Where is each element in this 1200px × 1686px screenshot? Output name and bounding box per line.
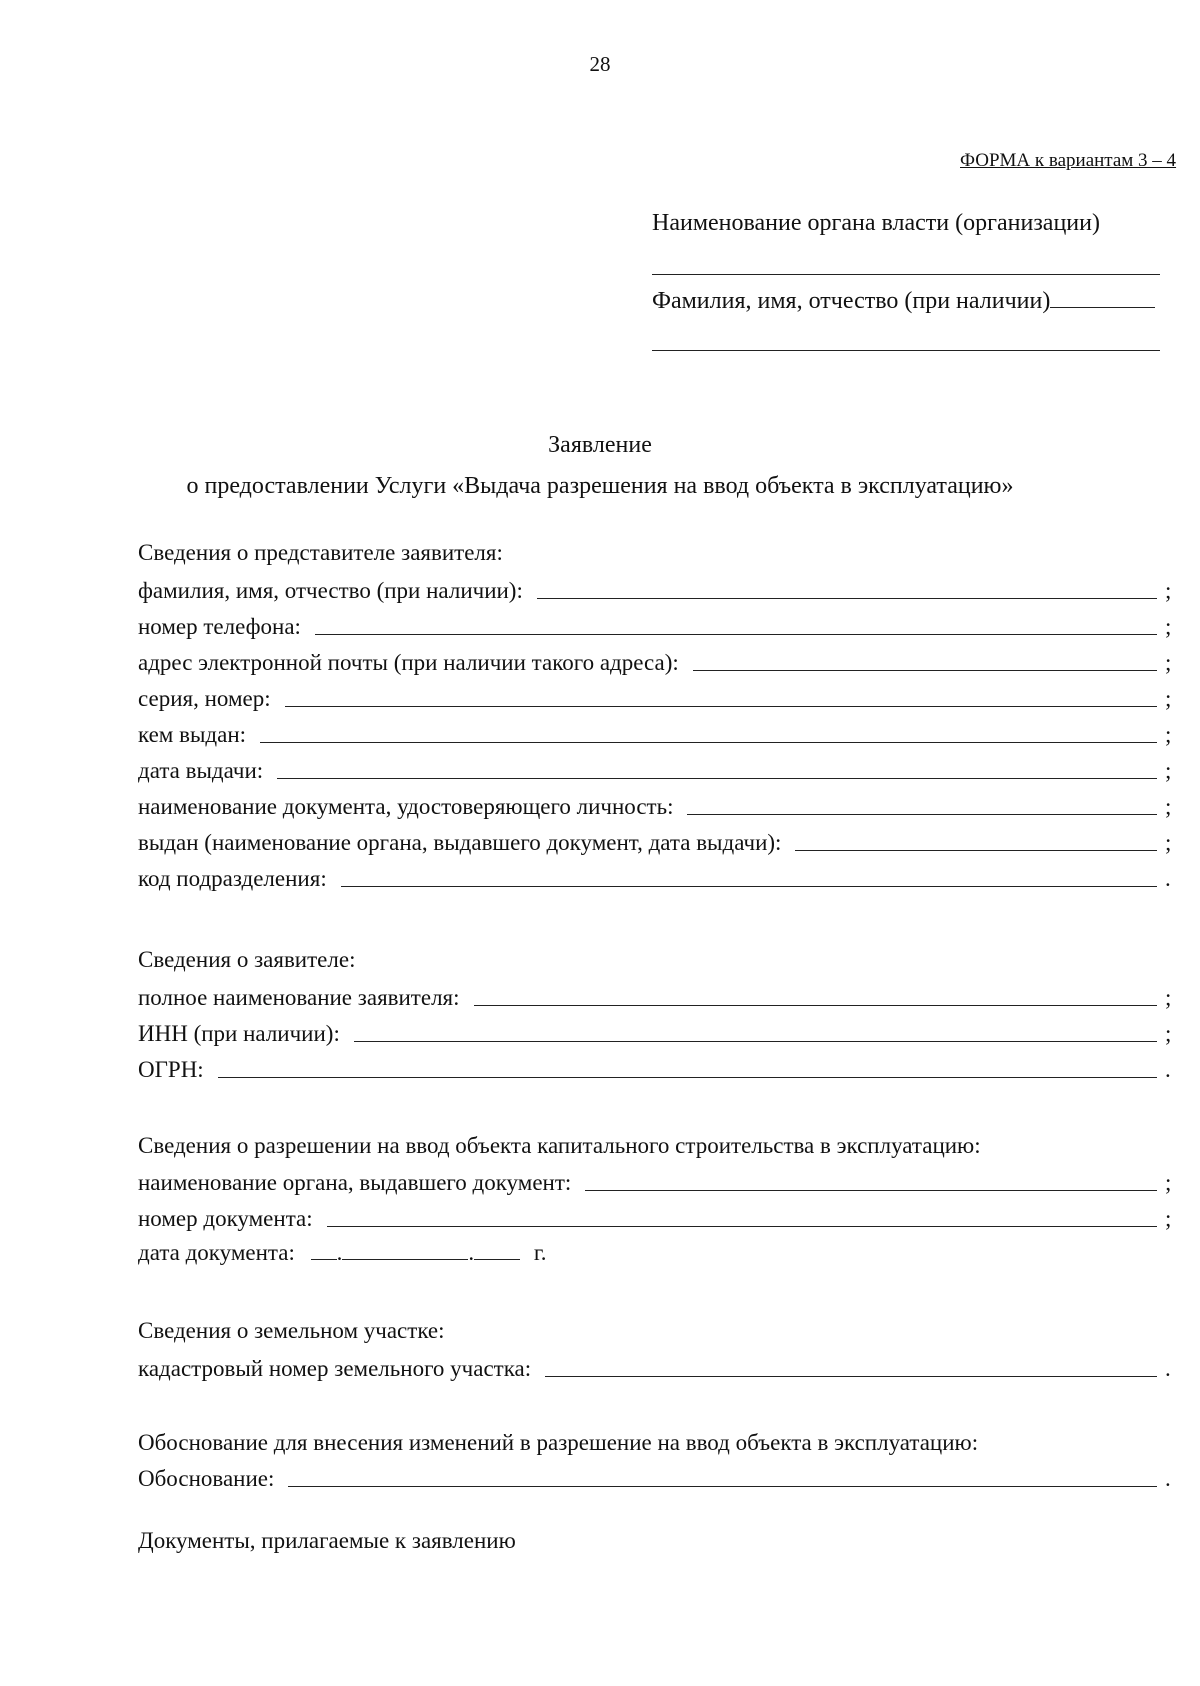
field-end-mark: ;	[1165, 1206, 1172, 1231]
field-label: наименование документа, удостоверяющего личность:	[138, 794, 674, 819]
field-end-mark: ;	[1165, 758, 1172, 783]
document-subtitle: о предоставлении Услуги «Выдача разрешения на ввод объекта в эксплуатацию»	[186, 473, 1014, 499]
land-heading: Сведения о земельном участке:	[138, 1318, 445, 1343]
addressee-name-label: Фамилия, имя, отчество (при наличии)	[652, 288, 1155, 315]
field-label: полное наименование заявителя:	[138, 985, 460, 1010]
field-end-mark: ;	[1165, 830, 1172, 855]
date-separator: .	[336, 1240, 343, 1265]
input-line[interactable]	[585, 1189, 1157, 1191]
input-line[interactable]	[795, 849, 1157, 851]
month-input-line[interactable]	[342, 1258, 468, 1260]
day-input-line[interactable]	[311, 1258, 337, 1260]
field-permit-number[interactable]	[138, 1202, 1175, 1232]
addressee-name-input-line[interactable]	[1050, 306, 1155, 308]
input-line[interactable]	[277, 777, 1157, 779]
year-input-line[interactable]	[474, 1258, 520, 1260]
input-line[interactable]	[288, 1485, 1157, 1487]
field-label: кадастровый номер земельного участка:	[138, 1356, 532, 1381]
field-end-mark: .	[1165, 1057, 1171, 1082]
field-end-mark: ;	[1165, 985, 1172, 1010]
field-permit-date[interactable]	[138, 1240, 546, 1266]
field-end-mark: ;	[1165, 614, 1172, 639]
input-line[interactable]	[327, 1225, 1157, 1227]
authority-label: Наименование органа власти (организации)	[652, 210, 1100, 236]
field-division-code[interactable]	[138, 862, 1175, 892]
field-email[interactable]	[138, 646, 1175, 676]
input-line[interactable]	[260, 741, 1157, 743]
field-issued-by[interactable]	[138, 718, 1175, 748]
attached-documents-heading: Документы, прилагаемые к заявлению	[138, 1528, 516, 1553]
document-title: Заявление	[548, 432, 652, 458]
field-representative-name[interactable]	[138, 574, 1175, 604]
form-note: ФОРМА к вариантам 3 – 4	[960, 150, 1177, 171]
page-number: 28	[589, 52, 611, 76]
field-phone[interactable]	[138, 610, 1175, 640]
field-issue-date[interactable]	[138, 754, 1175, 784]
field-label: серия, номер:	[138, 686, 271, 711]
field-label: наименование органа, выдавшего документ:	[138, 1170, 572, 1195]
field-end-mark: ;	[1165, 686, 1172, 711]
field-end-mark: ;	[1165, 794, 1172, 819]
input-line[interactable]	[687, 813, 1157, 815]
input-line[interactable]	[354, 1040, 1157, 1042]
field-label: фамилия, имя, отчество (при наличии):	[138, 578, 523, 603]
field-label: дата выдачи:	[138, 758, 264, 783]
field-series-number[interactable]	[138, 682, 1175, 712]
field-label: ИНН (при наличии):	[138, 1021, 340, 1046]
input-line[interactable]	[341, 885, 1157, 887]
field-label: дата документа:	[138, 1240, 295, 1265]
field-end-mark: .	[1165, 1466, 1171, 1491]
input-line[interactable]	[537, 597, 1157, 599]
applicant-heading: Сведения о заявителе:	[138, 947, 356, 972]
field-justification[interactable]	[138, 1462, 1175, 1492]
justification-heading: Обоснование для внесения изменений в разрешение на ввод объекта в эксплуатацию:	[138, 1430, 979, 1455]
addressee-name-input-line-2[interactable]	[652, 350, 1160, 351]
field-end-mark: .	[1165, 866, 1171, 891]
field-inn[interactable]	[138, 1017, 1175, 1047]
input-line[interactable]	[285, 705, 1157, 707]
field-label: выдан (наименование органа, выдавшего документ, дата выдачи):	[138, 830, 782, 855]
date-separator: .	[468, 1240, 475, 1265]
field-id-document[interactable]	[138, 790, 1175, 820]
field-label: адрес электронной почты (при наличии такого адреса):	[138, 650, 679, 675]
field-end-mark: ;	[1165, 578, 1172, 603]
field-end-mark: ;	[1165, 722, 1172, 747]
input-line[interactable]	[474, 1004, 1157, 1006]
input-line[interactable]	[545, 1375, 1157, 1377]
field-label: Обоснование:	[138, 1466, 275, 1491]
input-line[interactable]	[693, 669, 1157, 671]
field-permit-issuer[interactable]	[138, 1166, 1175, 1196]
permit-heading: Сведения о разрешении на ввод объекта капитального строительства в эксплуатацию:	[138, 1133, 981, 1158]
representative-heading: Сведения о представителе заявителя:	[138, 540, 503, 565]
field-ogrn[interactable]	[138, 1053, 1175, 1083]
input-line[interactable]	[218, 1076, 1157, 1078]
input-line[interactable]	[315, 633, 1157, 635]
field-cadastral-number[interactable]	[138, 1352, 1175, 1382]
field-label: номер документа:	[138, 1206, 313, 1231]
authority-input-line[interactable]	[652, 274, 1160, 275]
field-issuing-authority[interactable]	[138, 826, 1175, 856]
field-end-mark: ;	[1165, 1170, 1172, 1195]
field-end-mark: ;	[1165, 1021, 1172, 1046]
field-applicant-full-name[interactable]	[138, 981, 1175, 1011]
field-end-mark: .	[1165, 1356, 1171, 1381]
field-label: ОГРН:	[138, 1057, 204, 1082]
field-label: номер телефона:	[138, 614, 301, 639]
field-end-mark: ;	[1165, 650, 1172, 675]
year-suffix: г.	[533, 1240, 547, 1265]
field-label: кем выдан:	[138, 722, 247, 747]
field-label: код подразделения:	[138, 866, 327, 891]
